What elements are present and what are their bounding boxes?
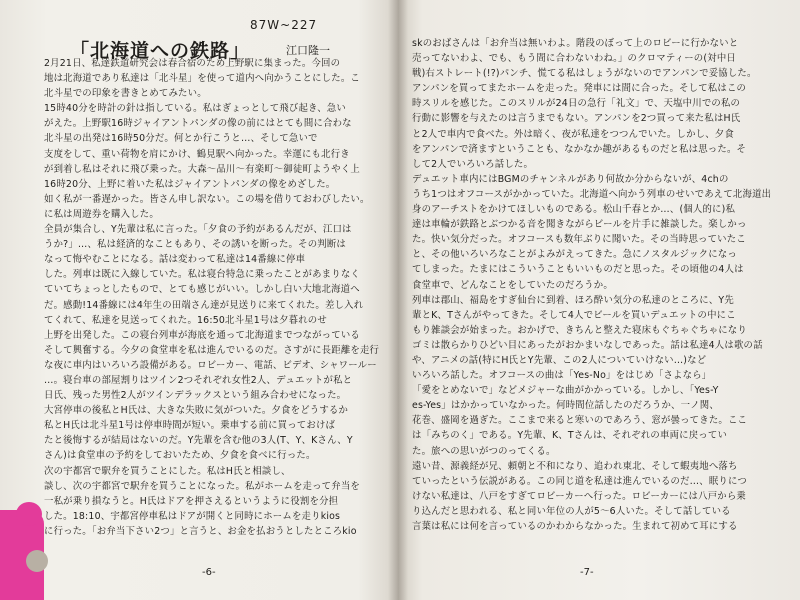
text-line: 達は車輪が鉄路とぶつかる音を聞きながらビールを片手に雑談した。楽しかっ: [412, 219, 747, 231]
text-line: 大宮停車の後私とH氏は、大きな失敗に気がついた。夕食をどうするか: [44, 405, 349, 417]
text-line: 15時40分を時計の針は指している。私はぎょっとして飛び起き、急い: [44, 103, 346, 115]
text-line: 身のアーチストをかけてほしいものである。松山千春とか…、(個人的に)私: [412, 204, 736, 216]
text-line: 戦)右ストレート(!?)パンチ、慌てる私はしょうがないのでアンパンで妥協した。: [412, 68, 757, 80]
text-line: もり雑談会が始まった。おかげで、きちんと整えた寝床もぐちゃぐちゃになり: [412, 324, 747, 336]
text-line: に行った。「お弁当下さい2つ」と言うと、お金を払おうとしたところkio: [44, 525, 357, 537]
text-line: けない私達は、八戸をすぎてロビーカーへ行った。ロビーカーには八戸から乗: [412, 490, 747, 502]
page-number: -6-: [202, 567, 216, 578]
text-line: 北斗星の出発は16時50分だ。何とか行こうと…、そして急いで: [44, 133, 318, 145]
text-line: てしまった。たまにはこういうこともいいものだと思った。その頃他の4人は: [412, 264, 744, 276]
text-line: は「みちのく」である。Y先輩、K、Tさんは、それぞれの車両に戻ってい: [412, 430, 728, 442]
text-line: た。旅への思いがつのってくる。: [412, 445, 556, 457]
text-line: た。快い気分だった。オフコースも数年ぶりに聞いた。その当時思っていたこ: [412, 234, 746, 246]
text-line: 花巻、盛岡を過ぎた。ここまで来ると寒いのであろう、窓が曇ってきた。ここ: [412, 415, 748, 427]
text-line: ていったという伝説がある。この同じ道を私達は進んでいるのだ…、眠りにつ: [412, 475, 747, 487]
text-line: 16時20分、上野に着いた私はジャイアントパンダの像をめざした。: [44, 178, 336, 190]
text-line: 売ってないわよ、でも、もう間に合わないわね。」のクロマティーの(対中日: [412, 53, 736, 65]
text-line: 次の宇都宮で駅弁を買うことにした。私はH氏と相談し、: [44, 465, 291, 477]
text-line: そして興奮する。今夕の食堂車を私は進んでいるのだ。さすがに長距離を走行: [44, 344, 380, 356]
text-line: 一私が乗り損なうと。H氏はドアを押さえるというように役割を分担: [44, 495, 339, 507]
left-page: [0, 0, 398, 600]
text-line: した。列車は既に入線していた。私は寝台特急に乗ったことがあまりなく: [44, 269, 360, 281]
text-line: 日氏、残った男性2人がツインデラックスという組み合わせになった。: [44, 390, 347, 402]
text-line: 上野を出発した。この寝台列車が海底を通って北海道までつながっている: [44, 329, 360, 341]
text-line: いろいろ話した。オフコースの曲は「Yes-No」をはじめ「さよなら」: [412, 370, 712, 382]
right-body-text: [412, 36, 782, 534]
pink-clip-object: [0, 510, 44, 600]
text-line: 時スリルを感じた。このスリルが24日の急行「礼文」で、天塩中川での私の: [412, 98, 741, 110]
text-line: 2月21日、私達鉄道研究会は春合宿のため上野駅に集まった。今回の: [44, 58, 341, 69]
text-line: 食堂車で、どんなことをしていたのだろうか。: [412, 279, 613, 291]
text-line: skのおばさんは「お弁当は無いわよ。階段のぼって上のロビーに行かないと: [412, 38, 739, 49]
text-line: 北斗星での印象を書きとめてみたい。: [44, 88, 207, 100]
text-line: 如く私が一番遅かった。皆さん申し訳ない。この場を借りておわびしたい。: [44, 193, 370, 205]
text-line: り込んだと思われる、私と同い年位の人が5〜6人いた。そして話している: [412, 505, 731, 517]
text-line: デュエット車内にはBGMのチャンネルがあり何故か分からないが、4chの: [412, 173, 729, 185]
text-line: した。18:10、宇都宮停車私はドアが開くと同時にホームを走りkios: [44, 510, 341, 522]
text-line: うか?」…、私は経済的なこともあり、その誘いを断った。その判断は: [44, 239, 347, 251]
text-line: して2人でいろいろ話した。: [412, 158, 534, 170]
text-line: ていてちょっとしたもので、とても感じがいい。しかし白い大地北海道へ: [44, 284, 360, 296]
text-line: es-Yes」はかかっていなかった。何時間位話したのだろうか、一ノ関、: [412, 400, 719, 412]
text-line: だ。感動!14番線には4年生の田端さん達が見送りに来てくれた。差し入れ: [44, 299, 364, 311]
text-line: …。寝台車の部屋割りはツイン2つそれぞれ女性2人、デュエットが私と: [44, 374, 353, 386]
text-line: 遠い昔、源義経が兄、頼朝と不和になり、追われ東北、そして蝦夷地へ落ち: [412, 460, 738, 472]
text-line: てくれて、私達を見送ってくれた。16:50北斗星1号は夕暮れのせ: [44, 314, 327, 326]
text-line: や、アニメの話(特にH氏とY先輩、この2人についていけない…)など: [412, 354, 707, 366]
text-line: と2人で車内で食べた。外は暗く、夜が私達をつつんでいた。しかし、夕食: [412, 128, 734, 140]
text-line: がえた。上野駅16時ジャイアントパンダの像の前にはとても間に合わな: [44, 118, 352, 130]
header-code: 87W~227: [250, 18, 318, 32]
article-title: 「北海道への鉄路」: [70, 40, 251, 62]
text-line: うち1つはオフコースがかかっていた。北海道へ向かう列車のせいであえて北海道出: [412, 188, 772, 200]
text-line: 全員が集合し、Y先輩は私に言った。「夕食の予約があるんだが、江口は: [44, 224, 352, 236]
text-line: と、その他いろいろなことがよみがえってきた。急にノスタルジックになっ: [412, 249, 737, 261]
text-line: たと後悔するが結局はないのだ。Y先輩を含む他の3人(T、Y、Kさん、Y: [44, 435, 353, 447]
text-line: さん)は食堂車の予約をしておいたため、夕食を食べに行った。: [44, 450, 316, 462]
text-line: 私とH氏は北斗星1号は停車時間が短い。乗車する前に買っておけば: [44, 420, 336, 432]
left-body-text: [44, 56, 388, 539]
text-line: が到着し私はそれに飛び乗った。大森〜品川〜有楽町〜御徒町ようやく上: [44, 163, 360, 175]
text-line: な夜に車内はいろいろ設備がある。ロビーカー、電話、ビデオ、シャワールー: [44, 359, 377, 371]
text-line: 談し、次の宇都宮で駅弁を買うことになった。私がホームを走って弁当を: [44, 480, 360, 492]
right-page: [398, 0, 800, 600]
text-line: 輩とK、Tさんがやってきた。そして4人でビールを買いデュエットの中にこ: [412, 309, 736, 321]
text-line: 言葉は私には何を言っているのかわからなかった。生まれて初めて耳にする: [412, 521, 738, 532]
text-line: をアンパンで済ますということも、なかなか趣があるものだと私は思った。そ: [412, 143, 747, 155]
text-line: 支度をして、重い荷物を肩にかけ、鶴見駅へ向かった。幸運にも北行き: [44, 148, 350, 160]
text-line: 行動に影響を与えたのは言うまでもない。アンパンを2つ買って来た私はH氏: [412, 113, 741, 125]
text-line: に私は周遊券を購入した。: [44, 208, 159, 220]
text-line: 地は北海道であり私達は「北斗星」を使って道内へ向かうことにした。こ: [44, 73, 360, 85]
text-line: アンパンを買ってまたホームを走った。発車には間に合った。そして私はこの: [412, 83, 747, 95]
author-name: 江口隆一: [286, 44, 330, 57]
text-line: ゴミは散らかりひどい目にあったがおかまいなしであった。話は私達4人は歌の話: [412, 339, 763, 351]
page-number: -7-: [580, 567, 594, 578]
text-line: 列車は郡山、福島をすぎ仙台に到着、ほろ酔い気分の私達のところに、Y先: [412, 294, 734, 306]
text-line: 「愛をとめないで」などメジャーな曲がかかっている。しかし、「Yes-Y: [412, 385, 719, 397]
text-line: なって悔やむことになる。話は変わって私達は14番線に停車: [44, 254, 306, 266]
